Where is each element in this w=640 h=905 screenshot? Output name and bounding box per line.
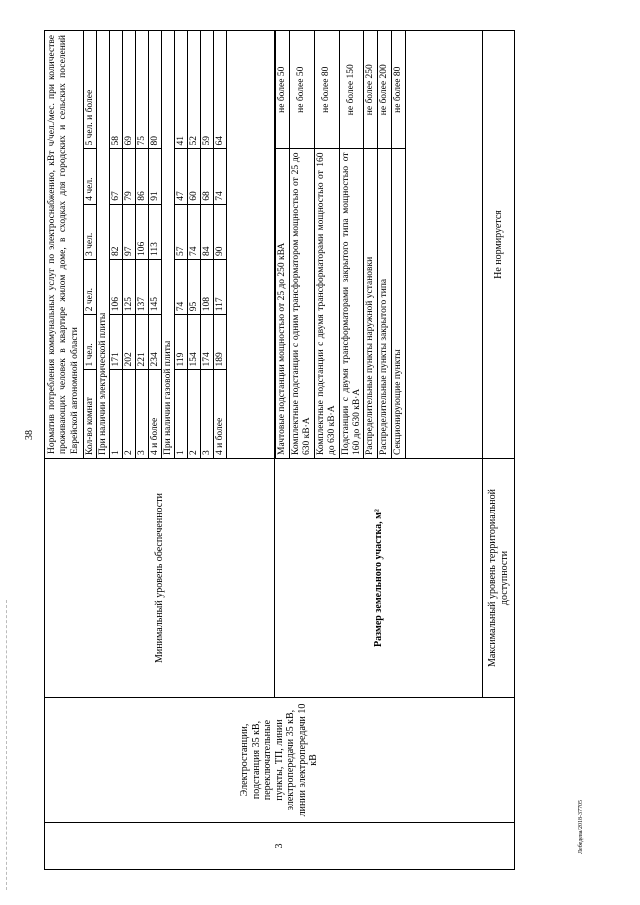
table-row bbox=[149, 31, 162, 458]
gas-stove-title-text: При наличии газовой плиты bbox=[162, 31, 175, 458]
table-row bbox=[364, 31, 378, 458]
table-cell: 234 bbox=[149, 315, 162, 370]
table-row bbox=[188, 31, 201, 458]
table-cell: 125 bbox=[123, 260, 136, 315]
table-cell: 41 bbox=[175, 31, 188, 149]
land-size-cell bbox=[275, 31, 483, 459]
table-row bbox=[201, 31, 214, 458]
table-row bbox=[214, 31, 227, 458]
table-cell: 174 bbox=[201, 315, 214, 370]
substation-type: Подстанции с двумя трансформаторами закрытого типа мощностью от 160 до 630 кВ·А bbox=[339, 149, 364, 458]
table-cell: 74 bbox=[214, 149, 227, 204]
table-cell: 3 bbox=[201, 370, 214, 458]
rotated-table-wrapper bbox=[44, 30, 514, 870]
substation-type: Распределительные пункты закрытого типа bbox=[378, 149, 392, 458]
table-cell: 4 и более bbox=[149, 370, 162, 458]
table-cell: 68 bbox=[201, 149, 214, 204]
substation-type: Комплектные подстанции с двумя трансформаторами мощностью от 160 до 630 кВ·А bbox=[314, 149, 339, 458]
table-row bbox=[110, 31, 123, 458]
land-size-value: не более 80 bbox=[314, 31, 339, 149]
table-cell: 84 bbox=[201, 204, 214, 259]
table-cell: 80 bbox=[149, 31, 162, 149]
table-cell: 95 bbox=[188, 260, 201, 315]
column-header: Кол-во комнат bbox=[84, 370, 97, 458]
table-cell: 91 bbox=[149, 149, 162, 204]
land-size-value: не более 50 bbox=[289, 31, 314, 149]
land-size-value: не более 50 bbox=[276, 31, 290, 149]
table-cell: 137 bbox=[136, 260, 149, 315]
table-cell: 1 bbox=[110, 370, 123, 458]
substation-type: Мачтовые подстанции мощностью от 25 до 250 кВА bbox=[276, 149, 290, 458]
table-cell: 47 bbox=[175, 149, 188, 204]
table-cell: 74 bbox=[175, 260, 188, 315]
table-row bbox=[136, 31, 149, 458]
table-cell: 108 bbox=[201, 260, 214, 315]
consumption-norm-text: Норматив потребления коммунальных услуг по электроснабжению, кВт ч/чел./мес. при количестве проживающих человек в квартире жилом доме, в сходках для городских и сельских поселений Еврейской автономной области bbox=[47, 35, 80, 454]
table-row bbox=[289, 31, 314, 458]
table-cell: 90 bbox=[214, 204, 227, 259]
table-cell: 2 bbox=[123, 370, 136, 458]
column-header: 5 чел. и более bbox=[84, 31, 97, 149]
table-row bbox=[123, 31, 136, 458]
table-cell: 4 и более bbox=[214, 370, 227, 458]
land-size-label: Размер земельного участка, м² bbox=[275, 459, 483, 698]
table-cell: 171 bbox=[110, 315, 123, 370]
table-cell: 52 bbox=[188, 31, 201, 149]
table-cell: 221 bbox=[136, 315, 149, 370]
consumption-table bbox=[83, 31, 227, 458]
electric-stove-title bbox=[97, 31, 110, 458]
consumption-cell bbox=[45, 31, 275, 459]
substation-type: Распределительные пункты наружной установки bbox=[364, 149, 378, 458]
table-cell: 97 bbox=[123, 204, 136, 259]
table-row bbox=[378, 31, 392, 458]
table-cell: 202 bbox=[123, 315, 136, 370]
column-header: 2 чел. bbox=[84, 260, 97, 315]
table-cell: 106 bbox=[110, 260, 123, 315]
table-cell: 57 bbox=[175, 204, 188, 259]
land-size-table bbox=[275, 31, 406, 458]
table-cell: 82 bbox=[110, 204, 123, 259]
table-cell: 58 bbox=[110, 31, 123, 149]
land-size-value: не более 80 bbox=[392, 31, 406, 149]
table-cell: 154 bbox=[188, 315, 201, 370]
table-cell: 60 bbox=[188, 149, 201, 204]
norms-table bbox=[44, 30, 515, 870]
table-cell: 79 bbox=[123, 149, 136, 204]
table-row bbox=[45, 31, 275, 870]
table-cell: 117 bbox=[214, 260, 227, 315]
table-row bbox=[314, 31, 339, 458]
max-level-label: Максимальный уровень территориальной доступности bbox=[483, 459, 515, 698]
land-size-value: не более 150 bbox=[339, 31, 364, 149]
column-header: 3 чел. bbox=[84, 204, 97, 259]
table-cell: 145 bbox=[149, 260, 162, 315]
table-cell: 2 bbox=[188, 370, 201, 458]
row-number: 3 bbox=[45, 823, 515, 870]
table-cell: 1 bbox=[175, 370, 188, 458]
table-cell: 113 bbox=[149, 204, 162, 259]
table-cell: 59 bbox=[201, 31, 214, 149]
scan-margin-marks bbox=[6, 600, 9, 890]
substation-type: Секционирующие пункты bbox=[392, 149, 406, 458]
table-row bbox=[276, 31, 290, 458]
land-size-value: не более 200 bbox=[378, 31, 392, 149]
substation-type: Комплектные подстанции с одним трансформатором мощностью от 25 до 630 кВ·А bbox=[289, 149, 314, 458]
table-cell: 64 bbox=[214, 31, 227, 149]
table-cell: 189 bbox=[214, 315, 227, 370]
table-cell: 67 bbox=[110, 149, 123, 204]
column-header: 4 чел. bbox=[84, 149, 97, 204]
object-name: Электростанции, подстанция 35 кВ, переключательные пункты, ТП, линии электропередачи 35 кВ, линии электропередачи 10 кВ bbox=[45, 698, 515, 823]
not-normed-value: Не нормируется bbox=[483, 31, 515, 459]
min-level-label: Минимальный уровень обеспеченности bbox=[45, 459, 275, 698]
document-footer: Лебедева/2018-37705 bbox=[578, 799, 584, 854]
consumption-header-row bbox=[84, 31, 97, 458]
table-cell: 3 bbox=[136, 370, 149, 458]
land-size-value: не более 250 bbox=[364, 31, 378, 149]
table-cell: 86 bbox=[136, 149, 149, 204]
column-header: 1 чел. bbox=[84, 315, 97, 370]
table-cell: 106 bbox=[136, 204, 149, 259]
table-cell: 74 bbox=[188, 204, 201, 259]
page-number: 38 bbox=[24, 430, 35, 440]
table-cell: 69 bbox=[123, 31, 136, 149]
table-row bbox=[392, 31, 406, 458]
table-row bbox=[175, 31, 188, 458]
gas-stove-title bbox=[162, 31, 175, 458]
table-cell: 119 bbox=[175, 315, 188, 370]
table-row bbox=[339, 31, 364, 458]
table-cell: 75 bbox=[136, 31, 149, 149]
electric-stove-title-text: При наличии электрической плиты bbox=[97, 31, 110, 458]
